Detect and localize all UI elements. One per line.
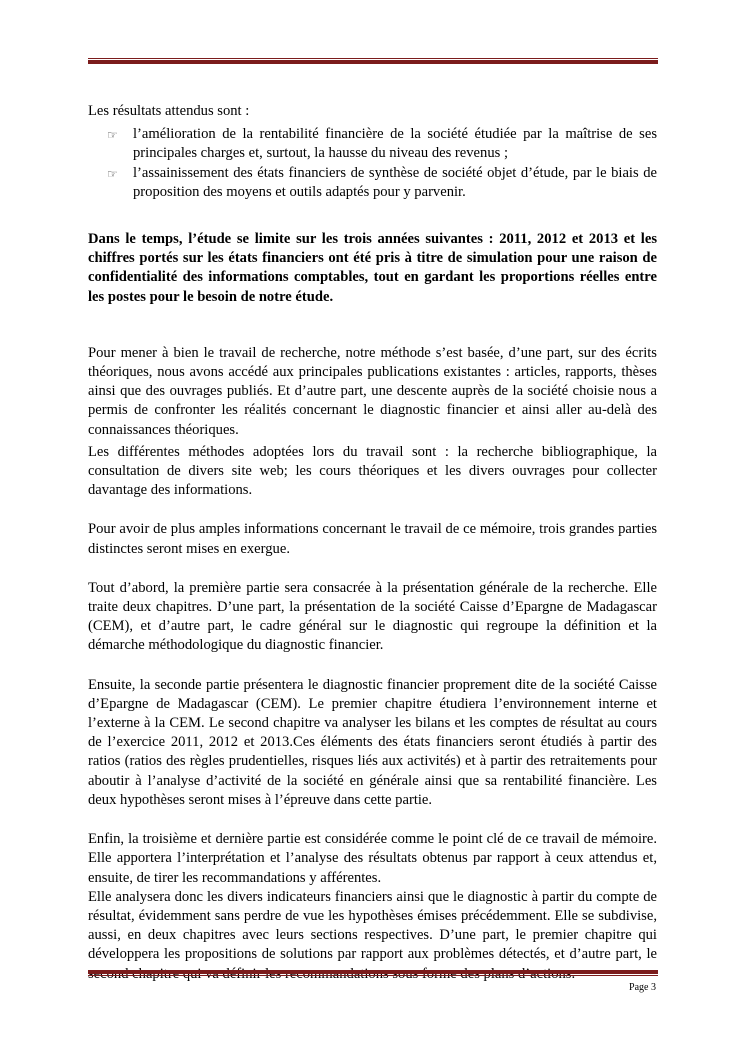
third-part-paragraph: Enfin, la troisième et dernière partie est considérée comme le point clé de ce travail de mémoire. Elle apportera l’interprétation et l’analyse des résultats obtenus par rapport à ceux attendus et, ensuite, de tirer les recommandations y afférentes. [88, 831, 657, 886]
list-item: ☞ l’amélioration de la rentabilité financière de la société étudiée par la maîtrise de ses principales charges et, surtout, la hausse du niveau des revenus ; [107, 126, 657, 162]
pointing-hand-icon: ☞ [107, 166, 118, 181]
methods-adopted-paragraph: Les différentes méthodes adoptées lors du travail sont : la recherche bibliographique, la consultation de divers site web; les cours théoriques et les divers ouvrages pour collecter davantage des informations. [88, 443, 657, 499]
page-body [88, 102, 657, 984]
footer-rule [88, 970, 658, 976]
parts-paragraph: Pour avoir de plus amples informations concernant le travail de ce mémoire, trois grandes parties distinctes seront mises en exergue. [88, 521, 657, 557]
page-number: Page 3 [629, 982, 656, 993]
pointing-hand-icon: ☞ [107, 128, 118, 143]
list-item: ☞ l’assainissement des états financiers de synthèse de société objet d’étude, par le biais de proposition des moyens et outils adaptés pour y parvenir. [107, 164, 657, 200]
first-part-paragraph: Tout d’abord, la première partie sera consacrée à la présentation générale de la recherche. Elle traite deux chapitres. D’une part, la présentation de la société Caisse d’Epargne de Madagascar (CEM), et d’autre part, le cadre général sur le diagnostic qui regroupe la définition et la démarche méthodologique du diagnostic financier. [88, 579, 657, 654]
results-list [88, 125, 657, 202]
scope-paragraph: Dans le temps, l’étude se limite sur les trois années suivantes : 2011, 2012 et 2013 et les chiffres portés sur les états financiers ont été pris à titre de simulation pour une raison de confidentialité des informations comptables, tout en gardant les proportions réelles entre les postes pour le besoin de notre étude. [88, 231, 657, 305]
analysis-paragraph: Elle analysera donc les divers indicateurs financiers ainsi que le diagnostic à partir du compte de résultat, évidemment sans perdre de vue les hypothèses émises précédemment. Elle se subdivise, aussi, en deux chapitres avec leurs sections respectives. D’une part, le premier chapitre qui développera les propositions de solutions par rapport aux problèmes détectés, et d’autre part, le [88, 888, 657, 963]
method-paragraph: Pour mener à bien le travail de recherche, notre méthode s’est basée, d’une part, sur des écrits théoriques, nous avons accédé aux principales publications existantes : articles, rapports, thèses ainsi que des ouvrages publiés. Et d’autre part, une descente auprès de la société choisie nous a permis de confronter les réalités concernant le diagnostic financier et ainsi aller au-delà des connaissances théoriques. [88, 344, 657, 438]
results-intro: Les résultats attendus sont : [88, 103, 250, 119]
second-part-paragraph: Ensuite, la seconde partie présentera le diagnostic financier proprement dite de la société Caisse d’Epargne de Madagascar (CEM). Le premier chapitre étudiera l’environnement interne et l’externe à la CEM. Le second chapitre va analyser les bilans et les comptes de résultat au cours de l’exercice 2011, 2012 et 2013.Ces éléments des états financiers seront étudiés à partir des ratios (ratios des règles prudentielles, risques liés aux activités) et à partir des retraitements pour aboutir à l’analyse d’activité de la société en générale ainsi que sa rentabilité financière. Les deux hypothèses seront mises à l’épreuve dans cette partie. [88, 676, 657, 808]
header-rule [88, 58, 658, 64]
